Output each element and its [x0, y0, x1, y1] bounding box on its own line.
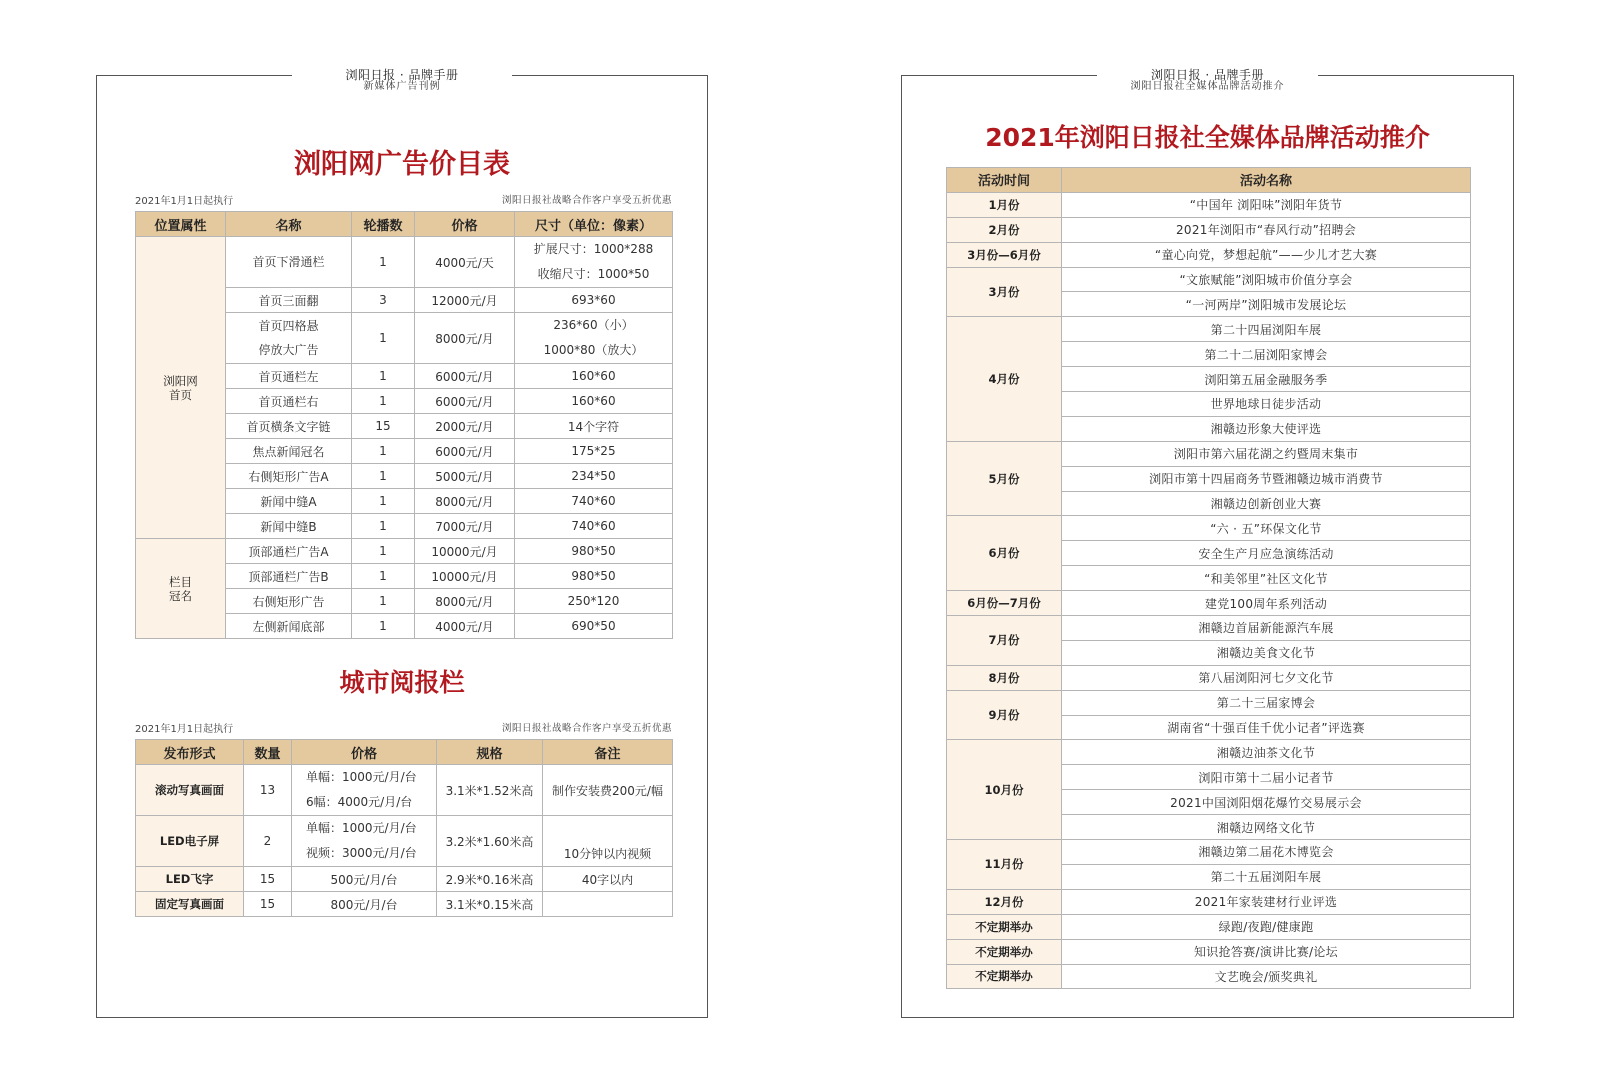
column-header: 活动时间: [947, 168, 1062, 193]
activity-name: 浏阳市第六届花湖之约暨周末集市: [1062, 441, 1471, 466]
table-row: [947, 740, 1471, 765]
left-page: [96, 68, 708, 1018]
ad-name: 新闻中缝B: [226, 514, 352, 539]
ad-name: 首页四格悬 停放大广告: [226, 313, 352, 364]
activity-name: “中国年 浏阳味”浏阳年货节: [1062, 192, 1471, 217]
activity-name: 湘赣边首届新能源汽车展: [1062, 616, 1471, 641]
note: 10分钟以内视频: [543, 816, 673, 867]
ad-size: 160*60: [515, 389, 673, 414]
activity-name: 第二十二届浏阳家博会: [1062, 342, 1471, 367]
position-category: 浏阳网 首页: [136, 237, 226, 539]
note: 制作安装费200元/幅: [543, 765, 673, 816]
activity-name: “六 · 五”环保文化节: [1062, 516, 1471, 541]
ad-name: 首页三面翻: [226, 288, 352, 313]
ad-name: 焦点新闻冠名: [226, 439, 352, 464]
ad-size: 980*50: [515, 539, 673, 564]
ad-name: 顶部通栏广告B: [226, 564, 352, 589]
ad-price: 8000元/月: [415, 489, 515, 514]
city-board-table: [135, 739, 673, 917]
rotation-count: 1: [352, 237, 415, 288]
activity-time: 8月份: [947, 665, 1062, 690]
activity-time: 12月份: [947, 889, 1062, 914]
ad-price: 12000元/月: [415, 288, 515, 313]
ad-name: 顶部通栏广告A: [226, 539, 352, 564]
quantity: 15: [244, 867, 292, 892]
rotation-count: 1: [352, 464, 415, 489]
table-row: [136, 765, 673, 816]
ad-size: 690*50: [515, 614, 673, 639]
activity-name: 第二十三届家博会: [1062, 690, 1471, 715]
ad-price-title: 浏阳网广告价目表: [294, 149, 510, 180]
activity-time: 2月份: [947, 217, 1062, 242]
spec: 3.1米*1.52米高: [437, 765, 543, 816]
price: [292, 765, 437, 816]
ad-name: 首页通栏左: [226, 364, 352, 389]
column-header: 名称: [226, 212, 352, 237]
table-row: [947, 217, 1471, 242]
activity-name: 湘赣边美食文化节: [1062, 640, 1471, 665]
ad-price: 6000元/月: [415, 439, 515, 464]
activity-name: “文旅赋能”浏阳城市价值分享会: [1062, 267, 1471, 292]
table-row: [947, 840, 1471, 865]
ad-size: 14个字符: [515, 414, 673, 439]
activity-name: 2021中国浏阳烟花爆竹交易展示会: [1062, 790, 1471, 815]
activity-time: 1月份: [947, 192, 1062, 217]
table-row: [947, 267, 1471, 292]
activity-name: 知识抢答赛/演讲比赛/论坛: [1062, 939, 1471, 964]
spec: 3.1米*0.15米高: [437, 892, 543, 917]
ad-price: 8000元/月: [415, 313, 515, 364]
rotation-count: 3: [352, 288, 415, 313]
city-discount-note: 浏阳日报社战略合作客户享受五折优惠: [501, 723, 672, 734]
price-line: 单幅：1000元/月/台: [306, 770, 417, 784]
table-row: [947, 889, 1471, 914]
ad-name: 左侧新闻底部: [226, 614, 352, 639]
ad-size-line: 236*60（小）: [553, 318, 634, 332]
column-header: 轮播数: [352, 212, 415, 237]
activity-name: 湘赣边网络文化节: [1062, 815, 1471, 840]
ad-discount-note: 浏阳日报社战略合作客户享受五折优惠: [501, 195, 672, 206]
activity-name: 安全生产月应急演练活动: [1062, 541, 1471, 566]
ad-price: 10000元/月: [415, 539, 515, 564]
column-header: 价格: [292, 740, 437, 765]
column-header: 规格: [437, 740, 543, 765]
table-row: [947, 192, 1471, 217]
ad-size-line: 扩展尺寸：1000*288: [533, 242, 654, 256]
rotation-count: 1: [352, 539, 415, 564]
activity-name: 建党100周年系列活动: [1062, 591, 1471, 616]
ad-size: 250*120: [515, 589, 673, 614]
price: [292, 816, 437, 867]
publish-form: LED飞字: [136, 867, 244, 892]
activity-title: 2021年浏阳日报社全媒体品牌活动推介: [985, 123, 1430, 152]
activity-name: 湘赣边油茶文化节: [1062, 740, 1471, 765]
activity-name: 第八届浏阳河七夕文化节: [1062, 665, 1471, 690]
activity-time: 不定期举办: [947, 964, 1062, 989]
rotation-count: 1: [352, 489, 415, 514]
table-row: [136, 539, 673, 564]
table-row: [947, 317, 1471, 342]
table-row: [947, 690, 1471, 715]
ad-price: 6000元/月: [415, 389, 515, 414]
ad-price: 10000元/月: [415, 564, 515, 589]
activity-table: [946, 167, 1471, 989]
publish-form: 固定写真画面: [136, 892, 244, 917]
note: [543, 892, 673, 917]
activity-time: 不定期举办: [947, 939, 1062, 964]
left-header-subtitle: 新媒体广告刊例: [363, 81, 441, 92]
column-header: 发布形式: [136, 740, 244, 765]
rotation-count: 1: [352, 364, 415, 389]
activity-name: 浏阳第五届金融服务季: [1062, 367, 1471, 392]
city-board-title: 城市阅报栏: [339, 668, 465, 697]
ad-price: 4000元/月: [415, 614, 515, 639]
position-category: 栏目 冠名: [136, 539, 226, 639]
rotation-count: 1: [352, 564, 415, 589]
right-page: [901, 68, 1514, 1018]
ad-size: 693*60: [515, 288, 673, 313]
activity-name: 2021年家装建材行业评选: [1062, 889, 1471, 914]
right-page-header: [901, 66, 1514, 92]
activity-name: 浏阳市第十四届商务节暨湘赣边城市消费节: [1062, 466, 1471, 491]
price-line: 6幅：4000元/月/台: [306, 795, 413, 809]
table-row: [947, 242, 1471, 267]
ad-size: 740*60: [515, 514, 673, 539]
ad-size: 740*60: [515, 489, 673, 514]
ad-effective-date: 2021年1月1日起执行: [135, 196, 234, 207]
ad-size: [515, 237, 673, 288]
table-row: [136, 867, 673, 892]
rotation-count: 1: [352, 313, 415, 364]
ad-name: 首页通栏右: [226, 389, 352, 414]
activity-time: 9月份: [947, 690, 1062, 740]
activity-name: 第二十五届浏阳车展: [1062, 864, 1471, 889]
table-row: [947, 665, 1471, 690]
activity-name: 湘赣边创新创业大赛: [1062, 491, 1471, 516]
column-header: 尺寸（单位：像素）: [515, 212, 673, 237]
activity-name: 第二十四届浏阳车展: [1062, 317, 1471, 342]
activity-time: 7月份: [947, 616, 1062, 666]
table-row: [136, 237, 673, 288]
ad-price: 8000元/月: [415, 589, 515, 614]
ad-name: 右侧矩形广告A: [226, 464, 352, 489]
ad-name: 右侧矩形广告: [226, 589, 352, 614]
ad-price: 6000元/月: [415, 364, 515, 389]
activity-time: 3月份—6月份: [947, 242, 1062, 267]
activity-name: 湖南省“十强百佳千优小记者”评选赛: [1062, 715, 1471, 740]
activity-name: “和美邻里”社区文化节: [1062, 566, 1471, 591]
activity-time: 不定期举办: [947, 914, 1062, 939]
ad-size: 980*50: [515, 564, 673, 589]
activity-time: 3月份: [947, 267, 1062, 317]
table-row: [136, 816, 673, 867]
ad-price: 7000元/月: [415, 514, 515, 539]
ad-size: [515, 313, 673, 364]
table-row: [947, 616, 1471, 641]
ad-name: 首页横条文字链: [226, 414, 352, 439]
table-row: [136, 892, 673, 917]
rotation-count: 1: [352, 439, 415, 464]
rotation-count: 1: [352, 614, 415, 639]
table-row: [947, 441, 1471, 466]
table-row: [947, 964, 1471, 989]
column-header: 活动名称: [1062, 168, 1471, 193]
right-header-subtitle: 浏阳日报社全媒体品牌活动推介: [1130, 81, 1285, 92]
ad-price: 4000元/天: [415, 237, 515, 288]
column-header: 位置属性: [136, 212, 226, 237]
left-header-title: 浏阳日报 · 品牌手册: [345, 68, 459, 82]
right-header-title: 浏阳日报 · 品牌手册: [1151, 68, 1264, 82]
activity-time: 4月份: [947, 317, 1062, 441]
publish-form: 滚动写真画面: [136, 765, 244, 816]
table-row: [947, 591, 1471, 616]
price: 800元/月/台: [292, 892, 437, 917]
quantity: 2: [244, 816, 292, 867]
activity-name: “一河两岸”浏阳城市发展论坛: [1062, 292, 1471, 317]
price-line: 视频：3000元/月/台: [306, 846, 417, 860]
price-line: 单幅：1000元/月/台: [306, 821, 417, 835]
ad-size: 160*60: [515, 364, 673, 389]
column-header: 价格: [415, 212, 515, 237]
activity-time: 11月份: [947, 840, 1062, 890]
activity-time: 6月份—7月份: [947, 591, 1062, 616]
rotation-count: 1: [352, 514, 415, 539]
spec: 3.2米*1.60米高: [437, 816, 543, 867]
activity-name: 湘赣边形象大使评选: [1062, 416, 1471, 441]
ad-name: 新闻中缝A: [226, 489, 352, 514]
ad-price: 5000元/月: [415, 464, 515, 489]
ad-price-table: [135, 211, 673, 639]
quantity: 15: [244, 892, 292, 917]
activity-name: 湘赣边第二届花木博览会: [1062, 840, 1471, 865]
column-header: 备注: [543, 740, 673, 765]
ad-price: 2000元/月: [415, 414, 515, 439]
rotation-count: 1: [352, 589, 415, 614]
activity-time: 6月份: [947, 516, 1062, 591]
activity-time: 10月份: [947, 740, 1062, 840]
rotation-count: 15: [352, 414, 415, 439]
ad-size: 234*50: [515, 464, 673, 489]
note: 40字以内: [543, 867, 673, 892]
activity-name: “童心向党，梦想起航”——少儿才艺大赛: [1062, 242, 1471, 267]
publish-form: LED电子屏: [136, 816, 244, 867]
ad-size: 175*25: [515, 439, 673, 464]
ad-size-line: 收缩尺寸：1000*50: [537, 267, 650, 281]
activity-name: 世界地球日徒步活动: [1062, 392, 1471, 417]
left-page-header: [96, 66, 708, 92]
table-row: [947, 914, 1471, 939]
column-header: 数量: [244, 740, 292, 765]
table-row: [947, 516, 1471, 541]
city-effective-date: 2021年1月1日起执行: [135, 724, 234, 735]
spec: 2.9米*0.16米高: [437, 867, 543, 892]
activity-name: 文艺晚会/颁奖典礼: [1062, 964, 1471, 989]
activity-name: 绿跑/夜跑/健康跑: [1062, 914, 1471, 939]
rotation-count: 1: [352, 389, 415, 414]
table-row: [947, 939, 1471, 964]
activity-time: 5月份: [947, 441, 1062, 516]
quantity: 13: [244, 765, 292, 816]
price: 500元/月/台: [292, 867, 437, 892]
activity-name: 浏阳市第十二届小记者节: [1062, 765, 1471, 790]
activity-name: 2021年浏阳市“春风行动”招聘会: [1062, 217, 1471, 242]
ad-size-line: 1000*80（放大）: [543, 343, 644, 357]
ad-name: 首页下滑通栏: [226, 237, 352, 288]
